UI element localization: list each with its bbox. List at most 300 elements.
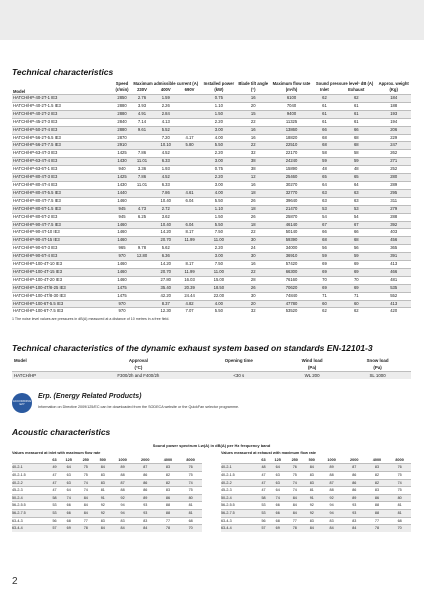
value-cell: 81 — [397, 510, 402, 515]
value-cell: 76160 — [285, 276, 298, 282]
value-cell: 2.76 — [137, 95, 147, 100]
value-cell: 11.01 — [136, 158, 148, 164]
value-cell: 89 — [120, 465, 125, 470]
value-cell — [130, 221, 154, 229]
value-cell: 83 — [100, 480, 105, 485]
value-cell: 78 — [374, 526, 379, 531]
value-cell: 6.33 — [161, 158, 170, 164]
unit-cell: (kW) — [214, 87, 224, 92]
value-cell: 1460 — [117, 229, 127, 235]
table-row — [221, 509, 411, 517]
value-cell: 1460 — [117, 237, 127, 243]
value-cell: 86 — [143, 488, 148, 493]
value-cell: 0.75 — [214, 95, 223, 100]
model-cell: HATCH/HP-80-6T-1.5 IE3 — [13, 205, 61, 211]
value-cell — [130, 261, 154, 269]
band-header: 500 — [308, 458, 315, 463]
model-cell: 40-2-2 — [221, 480, 232, 485]
value-cell: 22510 — [285, 142, 298, 148]
model-cell: HATCH/HP-40-2T-1.5 IE3 — [13, 102, 61, 108]
value-cell — [178, 118, 202, 126]
table-row — [12, 253, 411, 261]
dyn-th-approval: Approval — [128, 358, 148, 364]
value-cell: 26 — [250, 213, 256, 219]
value-cell: 53 — [261, 503, 266, 508]
value-cell: 84 — [309, 526, 314, 531]
value-cell: 83 — [143, 518, 148, 523]
table-row — [12, 229, 411, 237]
unit-cell: 400V — [160, 87, 171, 92]
value-cell: 16.03 — [184, 276, 195, 282]
value-cell: 62 — [322, 95, 327, 100]
inlet-table-body — [12, 464, 202, 532]
value-cell: 69 — [353, 261, 359, 267]
unit-cell: 230V — [137, 87, 147, 92]
model-cell: 50-2-4 — [221, 495, 232, 500]
model-cell: HATCH/HP-100-4T-10 IE3 — [13, 261, 63, 267]
value-cell — [130, 229, 154, 237]
value-cell: 58 — [261, 495, 266, 500]
value-cell: 78 — [165, 526, 170, 531]
table-row — [12, 308, 411, 315]
value-cell: 83 — [165, 488, 170, 493]
value-cell: 16 — [250, 261, 256, 267]
value-cell: 81 — [188, 503, 193, 508]
value-cell: 1475 — [117, 292, 127, 298]
table-row — [221, 494, 411, 502]
value-cell: 66 — [353, 229, 359, 235]
dyn-th-snow: Snow load — [366, 358, 389, 364]
value-cell: 413 — [390, 261, 398, 267]
value-cell: 34000 — [285, 245, 298, 251]
value-cell: 63 — [322, 197, 327, 203]
value-cell: 8.17 — [185, 261, 194, 267]
value-cell: 3.00 — [214, 158, 223, 164]
value-cell: 59 — [353, 253, 359, 259]
table-row — [12, 517, 202, 525]
band-header: 125 — [65, 458, 72, 463]
value-cell: 4.61 — [185, 189, 194, 195]
value-cell: 57 — [261, 526, 266, 531]
value-cell: 63 — [275, 480, 280, 485]
value-cell — [130, 300, 154, 308]
value-cell: 70 — [397, 526, 402, 531]
value-cell: 5.80 — [185, 142, 194, 148]
band-header: 250 — [291, 458, 298, 463]
value-cell: 67 — [322, 221, 327, 227]
page-content — [12, 67, 411, 532]
value-cell: 32 — [250, 150, 256, 156]
erp-text: Information on Directive 2009/125/EC can be downloaded from the SODECA website or the QuickFan selector programme. — [38, 405, 240, 410]
table-row — [12, 166, 411, 174]
value-cell: 42.20 — [160, 292, 172, 298]
value-cell — [178, 126, 202, 134]
value-cell: 63 — [353, 189, 359, 195]
th-current: Maximum admissible current (A) — [133, 81, 199, 86]
page-number: 2 — [12, 576, 18, 587]
value-cell: 92 — [120, 495, 125, 500]
value-cell: 74 — [188, 480, 193, 485]
model-cell: 63-4-3 — [221, 518, 232, 523]
value-cell: 84 — [83, 510, 88, 515]
value-cell: 87 — [143, 465, 148, 470]
model-cell: 56-2-5.5 — [221, 503, 235, 508]
exhaust-table — [221, 458, 411, 531]
value-cell: 86 — [374, 495, 379, 500]
exhaust-table-body — [221, 464, 411, 532]
value-cell: 5.50 — [214, 197, 223, 203]
value-cell: 82 — [374, 480, 379, 485]
value-cell: 38 — [250, 166, 256, 172]
table-row — [12, 237, 411, 245]
value-cell: 48 — [261, 465, 266, 470]
dyn-cell-approval: F300/2h and F400/2h — [117, 373, 160, 379]
value-cell — [178, 205, 202, 213]
value-cell: 84 — [83, 495, 88, 500]
value-cell: 49 — [52, 465, 57, 470]
tech-table — [12, 81, 411, 315]
value-cell: 88 — [329, 488, 334, 493]
value-cell: 456 — [390, 237, 398, 243]
value-cell: 5.50 — [214, 308, 223, 314]
value-cell: 365 — [390, 245, 398, 251]
value-cell: 10.40 — [160, 221, 172, 227]
value-cell: 53 — [52, 510, 57, 515]
value-cell: 4.52 — [161, 150, 170, 156]
table-row — [12, 181, 411, 189]
value-cell: 229 — [390, 134, 398, 140]
value-cell: 83 — [309, 472, 314, 477]
value-cell: 56 — [52, 518, 57, 523]
model-cell: HATCH/HP-80-4T-7.5 IE3 — [13, 197, 61, 203]
value-cell: 1440 — [117, 189, 127, 195]
value-cell: 9400 — [286, 110, 297, 116]
value-cell: 64 — [353, 181, 359, 187]
value-cell: 16 — [250, 126, 256, 132]
table-row — [12, 479, 202, 487]
value-cell: 940 — [118, 166, 126, 172]
value-cell: 2.72 — [161, 205, 170, 211]
value-cell — [178, 158, 202, 166]
value-cell: 16 — [250, 134, 256, 140]
table-row — [12, 300, 411, 308]
value-cell: 194 — [390, 118, 398, 124]
model-cell: HATCH/HP-45-2T-3 IE3 — [13, 118, 58, 124]
table-row — [12, 142, 411, 150]
value-cell: 88 — [374, 503, 379, 508]
model-cell: HATCH/HP-80-4T-4 IE3 — [13, 181, 58, 187]
model-cell: HATCH/HP-56-2T-5.5 IE3 — [13, 134, 61, 140]
value-cell: 27.80 — [160, 276, 172, 282]
value-cell: 5.52 — [161, 126, 170, 132]
value-cell: 58 — [353, 150, 359, 156]
tech-footnote: 1 The noise level values are pressures in dB(A) measured at a distance of 10 metres in a free field. — [12, 317, 170, 322]
value-cell: 2850 — [117, 95, 127, 100]
value-cell: 92 — [100, 503, 105, 508]
value-cell: 2.20 — [214, 150, 223, 156]
table-row — [12, 502, 202, 510]
value-cell: 11.99 — [184, 237, 195, 243]
value-cell: 84 — [292, 503, 297, 508]
model-cell: HATCH/HP-40-2T-2 IE3 — [13, 110, 58, 116]
table-row — [12, 95, 411, 103]
value-cell: 70 — [322, 276, 327, 282]
value-cell: 392 — [390, 221, 398, 227]
value-cell: 20 — [250, 102, 256, 108]
value-cell: 391 — [390, 253, 398, 259]
table-row — [12, 189, 411, 197]
value-cell: 75 — [292, 472, 297, 477]
value-cell: 83 — [309, 518, 314, 523]
band-header: 8000 — [395, 458, 404, 463]
dyn-table — [12, 357, 411, 379]
model-cell: HATCH/HP-90-4T-7.5 IE3 — [13, 221, 61, 227]
band-header: 125 — [274, 458, 281, 463]
value-cell: 247 — [390, 142, 398, 148]
value-cell: 65 — [353, 174, 359, 180]
value-cell: 83 — [120, 518, 125, 523]
value-cell: 60 — [353, 300, 359, 306]
band-header: 2000 — [141, 458, 150, 463]
value-cell: 87 — [120, 480, 125, 485]
value-cell: 93 — [143, 510, 148, 515]
value-cell: 47 — [261, 480, 266, 485]
band-header: 8000 — [186, 458, 195, 463]
table-row — [12, 471, 202, 479]
value-cell: 32770 — [285, 189, 298, 195]
value-cell: 74 — [292, 480, 297, 485]
value-cell: 68 — [353, 142, 359, 148]
value-cell: 67 — [353, 221, 359, 227]
value-cell: 91 — [309, 495, 314, 500]
table-row — [12, 134, 411, 142]
band-header: 1000 — [118, 458, 127, 463]
value-cell: 24 — [250, 245, 256, 251]
table-row — [12, 276, 411, 284]
value-cell: 5.50 — [214, 142, 223, 148]
value-cell: 5.62 — [161, 245, 170, 251]
model-cell: 45-2-3 — [12, 488, 23, 493]
value-cell: 84 — [309, 465, 314, 470]
value-cell: 61 — [322, 118, 327, 124]
value-cell: 0.75 — [214, 166, 223, 172]
value-cell: 83 — [309, 480, 314, 485]
model-cell: 45-2-3 — [221, 488, 232, 493]
model-cell: 56-2-5.5 — [12, 503, 26, 508]
band-header: 2000 — [350, 458, 359, 463]
value-cell: 2.20 — [214, 118, 223, 124]
value-cell: 4.82 — [185, 300, 194, 306]
value-cell: 47 — [52, 488, 57, 493]
value-cell: 47780 — [285, 300, 298, 306]
value-cell: 66 — [275, 510, 280, 515]
value-cell: 74 — [83, 488, 88, 493]
value-cell: 70 — [353, 276, 359, 282]
band-header: 1000 — [327, 458, 336, 463]
value-cell — [178, 174, 202, 182]
value-cell: 46140 — [285, 221, 298, 227]
value-cell: 289 — [390, 181, 398, 187]
value-cell: 20.39 — [184, 284, 195, 290]
table-row — [12, 261, 411, 269]
value-cell: 82 — [165, 472, 170, 477]
value-cell: 87 — [352, 465, 357, 470]
value-cell — [130, 134, 154, 142]
value-cell: 30 — [250, 237, 256, 243]
acoustic-spectrum-title: Sound power spectrum Lw(A) in dB(A) per Hz frequency band — [152, 443, 271, 449]
value-cell: 83 — [352, 518, 357, 523]
value-cell: 271 — [390, 158, 398, 164]
value-cell: 69 — [353, 268, 359, 274]
value-cell: 56 — [261, 518, 266, 523]
value-cell: 82 — [165, 480, 170, 485]
value-cell: 92 — [309, 503, 314, 508]
value-cell: 1.50 — [214, 213, 223, 219]
value-cell: 69 — [66, 526, 71, 531]
dyn-row — [12, 372, 411, 380]
table-row — [12, 464, 202, 472]
value-cell: 3.36 — [137, 166, 147, 172]
value-cell: 84 — [329, 526, 334, 531]
value-cell: 76 — [292, 465, 297, 470]
value-cell: 68 — [66, 518, 71, 523]
erp-title: Erp. (Energy Related Products) — [38, 393, 142, 401]
value-cell: 83 — [374, 465, 379, 470]
value-cell: 77 — [83, 518, 88, 523]
value-cell: 68 — [397, 518, 402, 523]
value-cell: 89 — [352, 495, 357, 500]
value-cell: 206 — [390, 126, 398, 132]
table-row — [12, 213, 411, 221]
value-cell: 63 — [275, 472, 280, 477]
value-cell: 32 — [250, 308, 256, 314]
value-cell — [178, 95, 202, 103]
value-cell: 7.20 — [161, 134, 170, 140]
value-cell: 279 — [390, 205, 398, 211]
model-cell: HATCH/HP-90-4T-10 IE3 — [13, 229, 60, 235]
value-cell: 86 — [143, 480, 148, 485]
value-cell: 1475 — [117, 284, 127, 290]
value-cell: 6.36 — [161, 253, 170, 259]
value-cell: 84 — [100, 465, 105, 470]
value-cell: 57420 — [285, 261, 298, 267]
th-blade: Blade tilt angle — [238, 81, 269, 86]
value-cell: 295 — [390, 189, 398, 195]
value-cell: 26 — [250, 284, 256, 290]
dyn-th-opening: Opening time — [224, 358, 253, 364]
table-row — [221, 517, 411, 525]
value-cell: 53 — [322, 205, 327, 211]
value-cell: 70 — [188, 526, 193, 531]
value-cell: 84 — [143, 526, 148, 531]
value-cell: 48 — [322, 166, 327, 172]
value-cell: 311 — [390, 197, 398, 203]
value-cell: 92 — [329, 495, 334, 500]
table-row — [12, 118, 411, 126]
value-cell: 94 — [329, 510, 334, 515]
value-cell: 88 — [165, 510, 170, 515]
table-row — [12, 487, 202, 495]
value-cell: 20 — [250, 300, 256, 306]
value-cell: 965 — [118, 245, 126, 251]
value-cell: 80 — [188, 495, 193, 500]
th-flow: Maximum flow rate — [272, 81, 311, 86]
value-cell: 71 — [322, 292, 327, 298]
model-cell: HATCH/HP-63-4T-4 IE3 — [13, 158, 58, 164]
table-row — [12, 284, 411, 292]
value-cell: 86 — [165, 495, 170, 500]
th-sound: Sound pressure level¹ dB (A) — [315, 81, 374, 86]
value-cell: 83 — [329, 518, 334, 523]
value-cell: 75 — [188, 472, 193, 477]
value-cell: 4.91 — [137, 110, 147, 116]
value-cell: 6.04 — [185, 197, 194, 203]
value-cell: 2.20 — [214, 245, 223, 251]
model-cell: HATCH/HP-63-6T-1 IE3 — [13, 166, 58, 172]
dyn-cell-snow: SL 1000 — [369, 373, 386, 379]
value-cell: 4.00 — [214, 300, 223, 306]
tech-table-body — [12, 95, 411, 316]
value-cell: 30 — [250, 253, 256, 259]
model-cell: HATCH/HP-100-4T/8-25 IE3 — [13, 284, 66, 290]
value-cell: 53 — [261, 510, 266, 515]
unit-cell: (r/min) — [115, 87, 129, 92]
value-cell: 1460 — [117, 221, 127, 227]
value-cell: 6.04 — [185, 221, 194, 227]
value-cell: 75 — [188, 488, 193, 493]
value-cell: 2880 — [117, 126, 127, 132]
unit-cell: Inlet — [320, 87, 329, 92]
value-cell: 25460 — [285, 174, 298, 180]
value-cell: 7.86 — [137, 174, 147, 180]
value-cell: 1425 — [117, 174, 127, 180]
value-cell: 62 — [353, 308, 359, 314]
value-cell: 12.80 — [136, 253, 148, 259]
value-cell: 68 — [322, 134, 327, 140]
value-cell — [130, 197, 154, 205]
band-header: 250 — [82, 458, 89, 463]
value-cell: 68 — [353, 237, 359, 243]
value-cell: 83 — [100, 518, 105, 523]
value-cell: 75 — [397, 488, 402, 493]
value-cell — [130, 237, 154, 245]
th-model: Model — [13, 89, 26, 94]
value-cell: 1460 — [117, 197, 127, 203]
th-weight: Approx. weight — [378, 81, 409, 86]
model-cell: HATCH/HP-90-4T-15 IE3 — [13, 237, 60, 243]
value-cell: 64 — [66, 465, 71, 470]
value-cell: 22170 — [285, 150, 298, 156]
value-cell: 2.20 — [214, 174, 223, 180]
value-cell: 68 — [322, 142, 327, 148]
value-cell: 1.50 — [214, 110, 223, 116]
value-cell: 54 — [353, 213, 359, 219]
value-cell: 50140 — [285, 229, 298, 235]
dyn-unit: (Pa) — [307, 365, 317, 371]
value-cell: 75 — [83, 465, 88, 470]
band-header: 4000 — [163, 458, 173, 463]
value-cell: 15 — [250, 110, 256, 116]
value-cell: 18 — [250, 189, 256, 195]
value-cell: 9.61 — [137, 126, 147, 132]
value-cell: 86 — [352, 472, 357, 477]
value-cell: 188 — [390, 102, 398, 108]
value-cell: 6100 — [286, 95, 297, 100]
value-cell: 92 — [100, 510, 105, 515]
value-cell: 66 — [322, 126, 327, 132]
value-cell: 403 — [390, 229, 398, 235]
value-cell: 54 — [322, 213, 327, 219]
